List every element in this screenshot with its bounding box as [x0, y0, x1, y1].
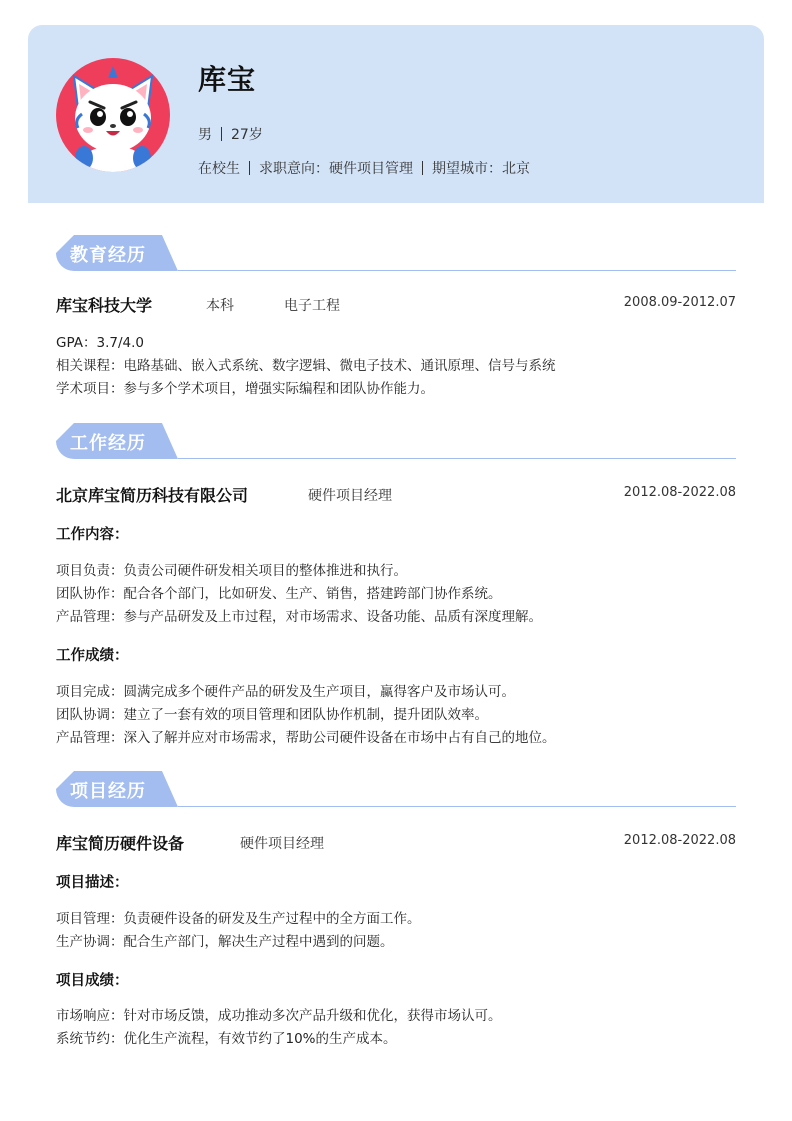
education-row	[56, 293, 736, 317]
basic-info	[198, 124, 263, 144]
cartoon-cat-avatar-icon	[56, 58, 170, 172]
work-results-title: 工作成绩：	[56, 648, 129, 664]
education-date: 2008.09-2012.07	[623, 295, 736, 310]
divider	[422, 161, 423, 175]
education-detail: 相关课程：电路基础、嵌入式系统、数字逻辑、微电子技术、通讯原理、信号与系统	[56, 358, 556, 374]
project-row	[56, 831, 736, 855]
work-result-item: 产品管理：深入了解并应对市场需求，帮助公司硬件设备在市场中占有自己的地位。	[56, 730, 556, 746]
expected-city: 期望城市：北京	[432, 161, 530, 177]
divider	[249, 161, 250, 175]
work-date: 2012.08-2022.08	[623, 485, 736, 500]
degree: 本科	[206, 298, 234, 314]
company-name: 北京库宝简历科技有限公司	[56, 486, 249, 505]
section-education-header	[56, 235, 736, 271]
major: 电子工程	[284, 298, 340, 314]
work-result-item: 团队协调：建立了一套有效的项目管理和团队协作机制，提升团队效率。	[56, 707, 488, 723]
section-divider	[178, 458, 736, 459]
work-content-item: 团队协作：配合各个部门，比如研发、生产、销售，搭建跨部门协作系统。	[56, 586, 502, 602]
section-title: 教育经历	[70, 245, 146, 266]
section-divider	[178, 270, 736, 271]
section-divider	[178, 806, 736, 807]
work-role: 硬件项目经理	[308, 488, 392, 504]
work-content-item: 产品管理：参与产品研发及上市过程，对市场需求、设备功能、品质有深度理解。	[56, 609, 542, 625]
divider	[221, 127, 222, 141]
job-intent: 求职意向：硬件项目管理	[259, 161, 413, 177]
job-info	[198, 158, 530, 178]
education-detail: GPA：3.7/4.0	[56, 335, 144, 351]
work-row	[56, 483, 736, 507]
project-results-title: 项目成绩：	[56, 973, 129, 989]
status: 在校生	[198, 161, 240, 177]
age: 27岁	[231, 127, 263, 143]
profile-header	[28, 25, 764, 203]
gender: 男	[198, 127, 212, 143]
project-name: 库宝简历硬件设备	[56, 834, 185, 853]
project-desc-item: 项目管理：负责硬件设备的研发及生产过程中的全方面工作。	[56, 911, 421, 927]
project-result-item: 市场响应：针对市场反馈，成功推动多次产品升级和优化，获得市场认可。	[56, 1008, 502, 1024]
section-work-header	[56, 423, 736, 459]
project-desc-title: 项目描述：	[56, 875, 129, 891]
project-role: 硬件项目经理	[240, 836, 324, 852]
project-desc-item: 生产协调：配合生产部门，解决生产过程中遇到的问题。	[56, 934, 394, 950]
school-name: 库宝科技大学	[56, 296, 153, 315]
work-content-item: 项目负责：负责公司硬件研发相关项目的整体推进和执行。	[56, 563, 407, 579]
work-content-title: 工作内容：	[56, 527, 129, 543]
candidate-name: 库宝	[198, 63, 257, 96]
work-result-item: 项目完成：圆满完成多个硬件产品的研发及生产项目，赢得客户及市场认可。	[56, 684, 515, 700]
section-title: 工作经历	[70, 433, 146, 454]
section-title: 项目经历	[70, 781, 146, 802]
section-project-header	[56, 771, 736, 807]
avatar	[56, 58, 170, 172]
project-result-item: 系统节约：优化生产流程，有效节约了10%的生产成本。	[56, 1031, 397, 1047]
education-detail: 学术项目：参与多个学术项目，增强实际编程和团队协作能力。	[56, 381, 434, 397]
project-date: 2012.08-2022.08	[623, 833, 736, 848]
